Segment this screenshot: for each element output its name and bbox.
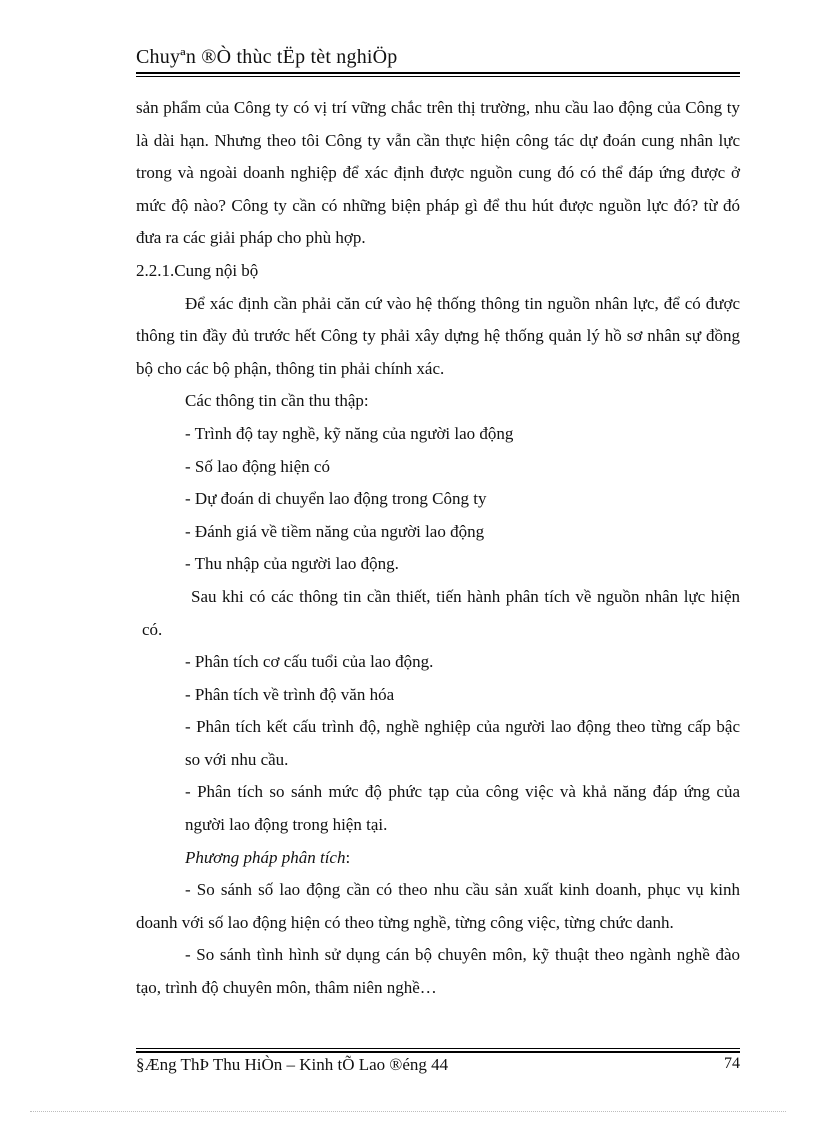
analysis-item: - Phân tích so sánh mức độ phức tạp của công việc và khả năng đáp ứng của người lao động trong hiện tại. <box>185 782 740 835</box>
method-heading <box>136 842 740 875</box>
footer-rule-thick <box>136 1051 740 1053</box>
header-rule-thick <box>136 72 740 74</box>
method-heading-text: Phương pháp phân tích <box>185 847 346 867</box>
footer-rule-thin <box>136 1048 740 1049</box>
collect-intro: Các thông tin cần thu thập: <box>185 391 369 411</box>
paragraph-continued: sản phẩm của Công ty có vị trí vững chắc trên thị trường, nhu cầu lao động của Công ty là dài hạn. Nhưng theo tôi Công ty vẫn cần thực hiện công tác dự đoán cung nhân lực trong và ngoài doanh nghiệp để xác định được nguồn cung đó có thể đáp ứng được ở mức độ nào? Công ty cần có những biện pháp gì để thu hút được nguồn lực đó? từ đó đưa ra các giải pháp cho phù hợp. <box>136 98 740 248</box>
method-item: - So sánh số lao động cần có theo nhu cầu sản xuất kinh doanh, phục vụ kinh doanh với số lao động hiện có theo từng nghề, từng công việc, từng chức danh. <box>136 880 740 932</box>
method-item: - So sánh tình hình sử dụng cán bộ chuyên môn, kỹ thuật theo ngành nghề đào tạo, trình độ chuyên môn, thâm niên nghề… <box>136 945 740 998</box>
header-rule-thin <box>136 76 740 77</box>
section-heading: 2.2.1.Cung nội bộ <box>136 260 259 280</box>
analysis-item: - Phân tích cơ cấu tuổi của lao động. <box>185 652 434 672</box>
collect-item: - Dự đoán di chuyển lao động trong Công ty <box>185 489 487 509</box>
page-number: 74 <box>724 1055 740 1072</box>
paragraph-info-system: Để xác định cần phải căn cứ vào hệ thống thông tin nguồn nhân lực, để có được thông tin đầy đủ trước hết Công ty phải xây dựng hệ thống quản lý hồ sơ nhân sự đồng bộ cho các bộ phận, thông tin phải chính xác. <box>136 293 740 378</box>
collect-item: - Thu nhập của người lao động. <box>185 554 399 574</box>
analysis-item: - Phân tích về trình độ văn hóa <box>185 684 395 704</box>
paragraph-after-info: Sau khi có các thông tin cần thiết, tiến hành phân tích về nguồn nhân lực hiện có. <box>142 586 740 639</box>
collect-item: - Số lao động hiện có <box>185 456 330 476</box>
collect-item: - Trình độ tay nghề, kỹ năng của người lao động <box>185 423 514 443</box>
running-header-title: Chuyªn ®Ò thùc tËp tèt nghiÖp <box>136 46 398 68</box>
method-heading-colon: : <box>345 847 351 867</box>
analysis-item: - Phân tích kết cấu trình độ, nghề nghiệp của người lao động theo từng cấp bậc so với nhu cầu. <box>185 717 740 769</box>
footer-author: §Æng ThÞ Thu HiÒn – Kinh tÕ Lao ®éng 44 <box>136 1055 449 1074</box>
page-edge-dotted-line <box>30 1111 786 1112</box>
body-text <box>136 92 740 1005</box>
collect-item: - Đánh giá về tiềm năng của người lao động <box>185 521 485 541</box>
